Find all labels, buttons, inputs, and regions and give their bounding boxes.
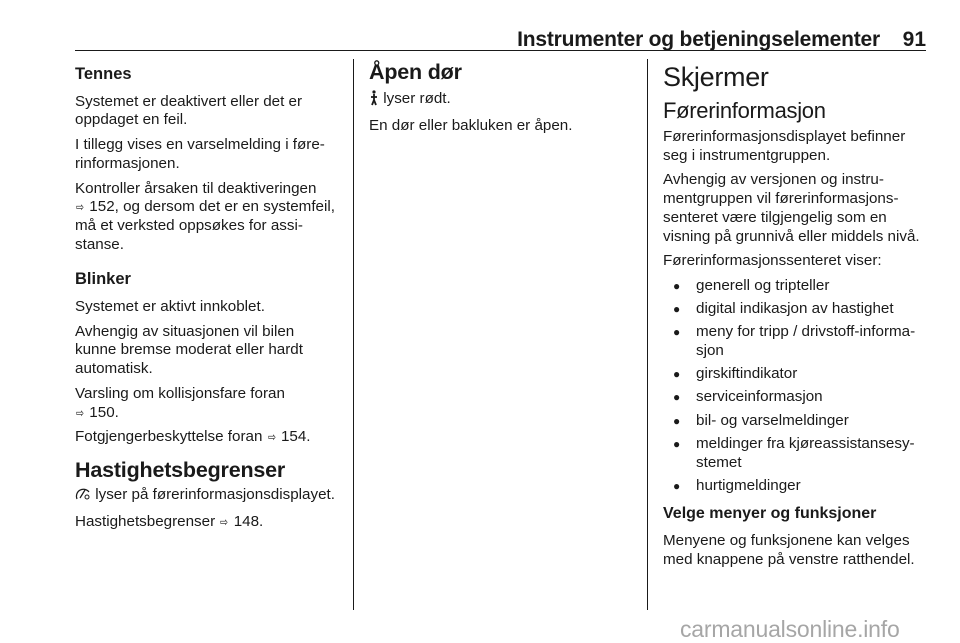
column-divider-1 — [353, 59, 354, 610]
page-ref-arrow-icon: ⇨ — [220, 515, 229, 530]
chapter-heading-skjermer: Skjermer — [663, 62, 769, 92]
list-item: ● serviceinformasjon — [663, 388, 928, 407]
paragraph-text: Kontroller årsaken til deaktiveringen — [75, 179, 317, 197]
section-heading-velge-menyer: Velge menyer og funksjoner — [663, 505, 877, 523]
paragraph — [75, 513, 337, 532]
paragraph-text: Varsling om kollisjonsfare foran — [75, 384, 285, 402]
section-heading-apen-dor: Åpen dør — [369, 60, 462, 84]
list-item: ● generell og tripteller — [663, 277, 928, 296]
paragraph: Menyene og funksjonene kan velges med knappene på venstre ratthendel. — [663, 532, 915, 568]
page-ref: 148. — [233, 513, 264, 531]
paragraph-text: 152, og dersom det er en systemfeil, må et verksted oppsøkes for assistanse. — [75, 198, 335, 253]
paragraph-text: lyser på førerinformasjonsdisplayet. — [95, 485, 335, 503]
paragraph: En dør eller bakluken er åpen. — [369, 117, 573, 135]
paragraph: I tillegg vises en varselmelding i førerinformasjonen. — [75, 136, 325, 172]
column-divider-2 — [647, 59, 648, 610]
section-heading-tennes: Tennes — [75, 65, 132, 83]
page-ref-arrow-icon: ⇨ — [267, 430, 276, 445]
column-middle — [369, 60, 631, 142]
list-item: ● hurtigmeldinger — [663, 477, 928, 496]
paragraph: Systemet er aktivt innkoblet. — [75, 298, 265, 316]
paragraph — [75, 428, 337, 447]
speed-limiter-icon — [75, 486, 91, 508]
page-ref: 154. — [280, 428, 311, 446]
page-ref-arrow-icon: ⇨ — [76, 405, 85, 420]
list-item: ● girskiftindikator — [663, 365, 928, 384]
section-heading-forerinformasjon: Førerinformasjon — [663, 98, 826, 123]
paragraph — [75, 486, 337, 508]
paragraph-text: Fotgjengerbeskyttelse foran — [75, 428, 263, 446]
page-header — [75, 26, 926, 52]
list-item: ● bil- og varselmeldinger — [663, 412, 928, 431]
column-left — [75, 65, 337, 538]
paragraph: Avhengig av situasjonen vil bilen kunne bremse moderat eller hardt automatisk. — [75, 322, 303, 378]
bullet-list — [663, 277, 928, 496]
paragraph — [75, 180, 337, 255]
header-rule — [75, 50, 926, 51]
page-ref: 150. — [89, 403, 119, 421]
paragraph: Førerinformasjonsdisplayet befinner seg i instrumentgruppen. — [663, 128, 906, 164]
page-number: 91 — [902, 28, 926, 51]
paragraph: Systemet er deaktivert eller det er oppdaget en feil. — [75, 92, 303, 129]
paragraph: Førerinformasjonssenteret viser: — [663, 252, 882, 270]
page-ref-arrow-icon: ⇨ — [76, 200, 85, 215]
column-right — [663, 62, 928, 576]
list-item: ● meldinger fra kjøreassistansesystemet — [663, 435, 928, 472]
section-heading-blinker: Blinker — [75, 270, 131, 289]
list-item: ● meny for tripp / drivstoff-informasjon — [663, 323, 928, 360]
watermark: carmanualsonline.info — [680, 616, 900, 642]
paragraph — [75, 385, 337, 422]
paragraph: Avhengig av versjonen og instrumentgruppen vil førerinformasjonssenteret være tilgjengelig som en visning på grunnivå eller middels nivå. — [663, 171, 920, 245]
header-title: Instrumenter og betjeningselementer — [517, 28, 880, 51]
paragraph — [369, 90, 631, 112]
list-item: ● digital indikasjon av hastighet — [663, 300, 928, 319]
door-open-icon — [369, 90, 379, 112]
section-heading-hastighetsbegrenser: Hastighetsbegrenser — [75, 457, 286, 482]
paragraph-text: Hastighetsbegrenser — [75, 513, 216, 531]
paragraph-text: lyser rødt. — [383, 89, 451, 107]
